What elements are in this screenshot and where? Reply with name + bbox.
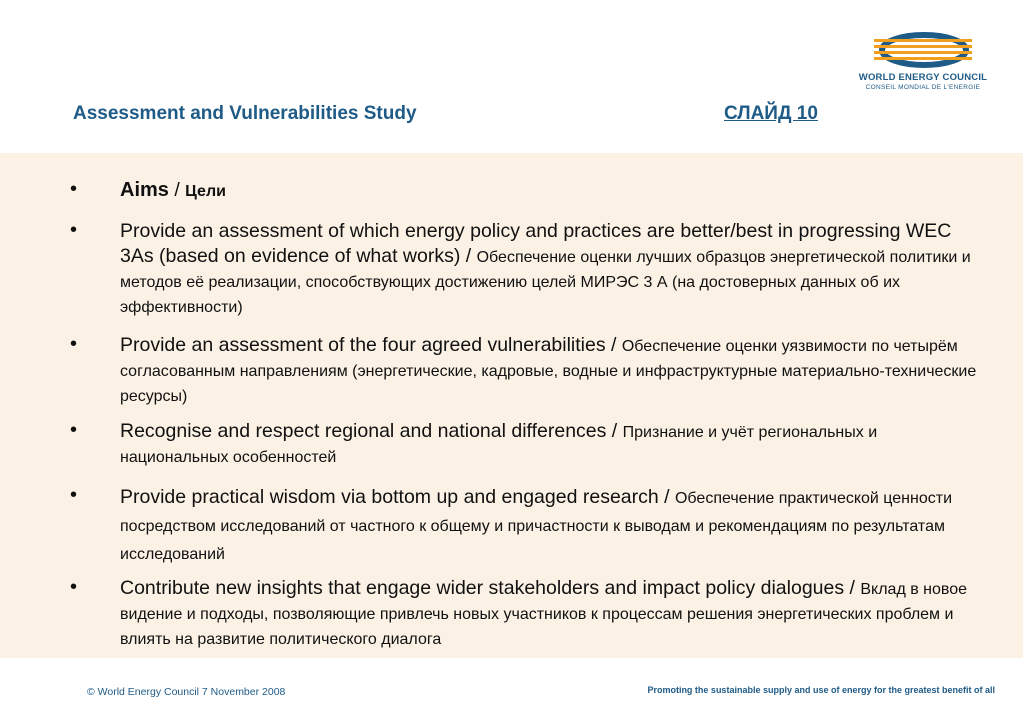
item-text-en: Recognise and respect regional and national differences / (120, 420, 623, 442)
item-text-ru: Обеспечение оценки лучших образцов энергетической политики и методов её реализации, способствующих достижению целей МИРЭС 3 А (на достоверных данных об их эффективности) (120, 249, 971, 316)
aims-label-en: Aims (120, 179, 169, 201)
list-item-text (120, 576, 982, 651)
footer-copyright: © World Energy Council 7 November 2008 (87, 686, 286, 698)
item-text-ru: Вклад в новое видение и подходы, позволяющие привлечь новых участников к процессам решения энергетических проблем и влиять на развитие политического диалога (120, 581, 968, 648)
bullet-dot: • (70, 178, 78, 200)
aims-heading (120, 178, 982, 204)
slide-title: Assessment and Vulnerabilities Study (73, 103, 417, 124)
content-area (0, 153, 1023, 658)
aims-label-ru: Цели (185, 183, 226, 200)
footer-tagline: Promoting the sustainable supply and use of energy for the greatest benefit of all (647, 685, 995, 695)
list-item-text (120, 333, 982, 408)
wec-logo-icon (874, 30, 972, 70)
item-text-en: Provide practical wisdom via bottom up and engaged research / (120, 486, 675, 508)
bullet-dot: • (70, 484, 78, 506)
bullet-dot: • (70, 576, 78, 598)
list-item-text (120, 484, 982, 568)
item-text-en: Provide an assessment of the four agreed vulnerabilities / (120, 334, 622, 356)
item-text-ru: Обеспечение практической ценности посредством исследований от частного к общему и причастности к выводам и рекомендациям по результатам исследований (120, 490, 953, 563)
logo-name: WORLD ENERGY COUNCIL (858, 72, 988, 83)
bullet-dot: • (70, 219, 78, 241)
item-text-ru: Признание и учёт региональных и национальных особенностей (120, 424, 878, 466)
slide-number-link[interactable]: СЛАЙД 10 (724, 103, 818, 124)
aims-separator: / (168, 179, 186, 201)
bullet-dot: • (70, 419, 78, 441)
list-item-text (120, 219, 982, 319)
bullet-dot: • (70, 333, 78, 355)
wec-logo (848, 28, 998, 98)
list-item-text (120, 419, 982, 469)
item-text-en: Provide an assessment of which energy policy and practices are better/best in progressing WEC 3As (based on evidence of what works) / (120, 220, 952, 267)
logo-subtitle: CONSEIL MONDIAL DE L'ENERGIE (865, 84, 981, 91)
item-text-en: Contribute new insights that engage wider stakeholders and impact policy dialogues / (120, 577, 861, 599)
item-text-ru: Обеспечение оценки уязвимости по четырём согласованным направлениям (энергетические, кадровые, водные и инфраструктурные материально-технические ресурсы) (120, 338, 977, 405)
